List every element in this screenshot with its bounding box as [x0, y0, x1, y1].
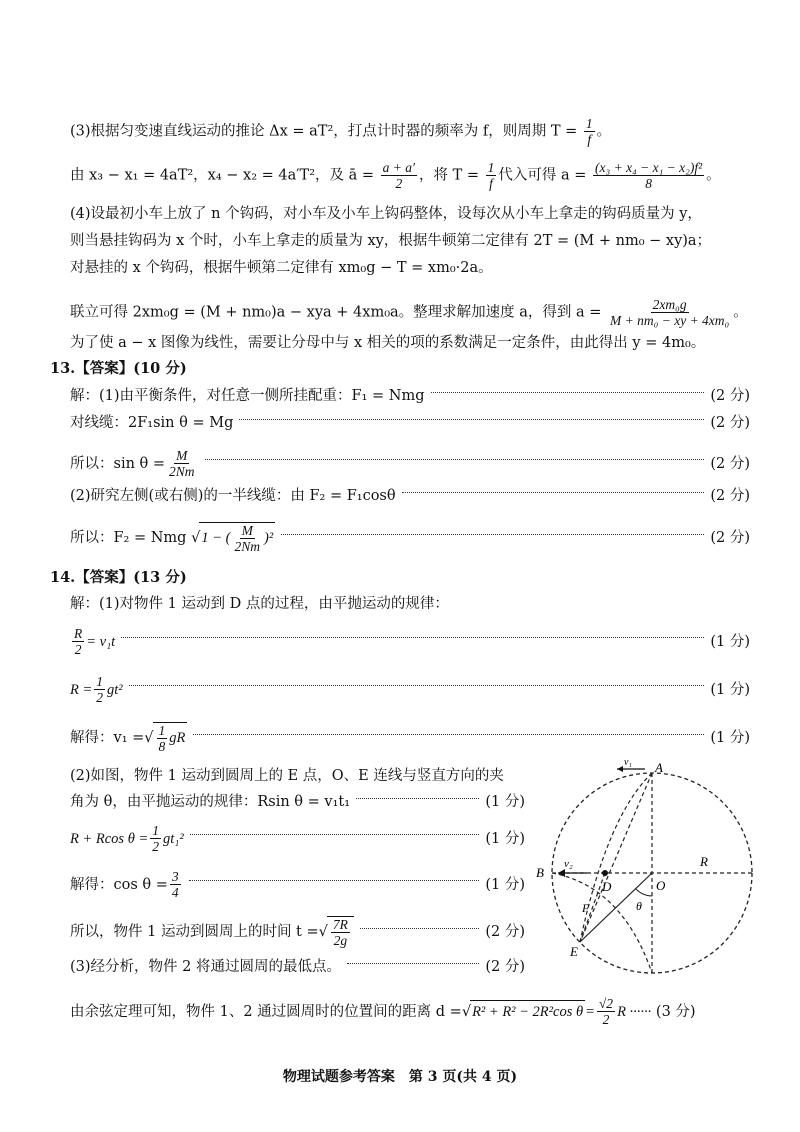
label-A: A [655, 760, 663, 775]
q14-s2-line5: 所以，物件 1 运动到圆周上的时间 t = √ $\frac{7R}{2g}$ (2 分) [70, 917, 525, 948]
q13-row2: 对线缆：2F₁sin θ = Mg (2 分) [70, 415, 750, 431]
label-v2: v₂ [564, 858, 573, 870]
q14-s2-line2: 角为 θ，由平抛运动的规律：Rsin θ = v₁t₁ (1 分) [70, 794, 525, 810]
point-D [602, 870, 608, 876]
label-E: E [570, 944, 578, 959]
angle-theta-arc [636, 889, 652, 896]
frac-accel-result: $\frac{\text{(x₃ + x₄ − x₁ − x₂)f²}}{8}$ [595, 160, 703, 191]
p4-line5: 为了使 a − x 图像为线性，需要让分母中与 x 相关的项的系数满足一定条件，由此得出 y = 4m₀。 [70, 335, 706, 351]
q13-title: 13.【答案】(10 分) [50, 360, 187, 377]
q14-s3-line1: (3)经分析，物件 2 将通过圆周的最低点。 (2 分) [70, 959, 525, 975]
q13-row5: 所以：F₂ = Nmg √ 1 − ( $\frac{M}{2Nm}$ )² (2 分) [70, 523, 750, 554]
frac-period-2: $\frac{1}{f}$ [487, 160, 495, 191]
q13-row3: 所以：sin θ = $\frac{M}{2Nm}$ (2 分) [70, 448, 750, 479]
q13-row4: (2)研究左侧(或右侧)的一半线缆：由 F₂ = F₁cosθ (2 分) [70, 488, 750, 504]
p4-line4: 联立可得 2xm₀g = (M + nm₀)a − xya + 4xm₀a。整理求解加速度 a，得到 a = $\frac{\text{2xm₀g}}{\text{M + nm₀ − xy + 4xm₀}}$ 。 [70, 297, 748, 328]
q14-row3: 解得：v₁ = √ $\frac{1}{8}$ gR (1 分) [70, 723, 750, 754]
q14-s2-line1: (2)如图，物件 1 运动到圆周上的 E 点，O、E 连线与竖直方向的夹 [70, 768, 504, 784]
p4-line1: (4)设最初小车上放了 n 个钩码，对小车及小车上钩码整体，设每次从小车上拿走的钩码质量为 y， [70, 206, 702, 222]
q14-row2: R = $\frac{1}{2}$ gt² (1 分) [70, 674, 750, 705]
page-footer: 物理试题参考答案 第 3 页(共 4 页) [282, 1069, 518, 1085]
p4-line2: 则当悬挂钩码为 x 个时，小车上拿走的质量为 xy，根据牛顿第二定律有 2T = (M + nm₀ − xy)a； [70, 233, 712, 249]
label-O: O [656, 878, 666, 893]
circle-diagram [532, 756, 772, 986]
p3-line1: (3)根据匀变速直线运动的推论 Δx = aT²，打点计时器的频率为 f，则周期 T = $\frac{1}{f}$ 。 [70, 116, 612, 147]
p3-line2: 由 x₃ − x₁ = 4aT²，x₄ − x₂ = 4a′T²，及 ā = $\frac{a + a'}{2}$ ，将 T = $\frac{1}{f}$ 代入可得 a = $\frac{\text{(x₃ + x₄ − x₁ − x₂)f²}}{8}$ 。 [70, 160, 721, 191]
p4-line3: 对悬挂的 x 个钩码，根据牛顿第二定律有 xm₀g − T = xm₀·2a。 [70, 260, 493, 276]
q14-intro: 解：(1)对物件 1 运动到 D 点的过程，由平抛运动的规律： [70, 596, 449, 612]
label-F: F [582, 901, 590, 915]
frac-period: $\frac{1}{f}$ [585, 116, 593, 147]
label-R: R [700, 854, 708, 869]
label-B: B [536, 865, 544, 880]
q14-s2-line4: 解得：cos θ = $\frac{3}{4}$ (1 分) [70, 869, 525, 900]
q14-s2-line3: R + Rcos θ = $\frac{1}{2}$ gt₁² (1 分) [70, 823, 525, 854]
q14-title: 14.【答案】(13 分) [50, 569, 187, 586]
label-theta: θ [636, 899, 642, 913]
q14-row1: $\frac{R}{2}$ = v₁t (1 分) [74, 626, 750, 657]
label-v1: v₁ [624, 757, 632, 768]
line-A-E [580, 773, 652, 942]
frac-avg-accel: $\frac{a + a'}{2}$ [382, 160, 415, 191]
q14-s3-line2: 由余弦定理可知，物件 1、2 通过圆周时的位置间的距离 d = √ R² + R² − 2R²cos θ = $\frac{√2}{2}$ R ······ (3 分) [70, 996, 696, 1027]
q13-row1: 解：(1)由平衡条件，对任意一侧所挂配重：F₁ = Nmg (2 分) [70, 388, 750, 404]
label-D: D [602, 879, 612, 894]
frac-accel-a: $\frac{\text{2xm₀g}}{\text{M + nm₀ − xy + 4xm₀}}$ [610, 297, 730, 328]
